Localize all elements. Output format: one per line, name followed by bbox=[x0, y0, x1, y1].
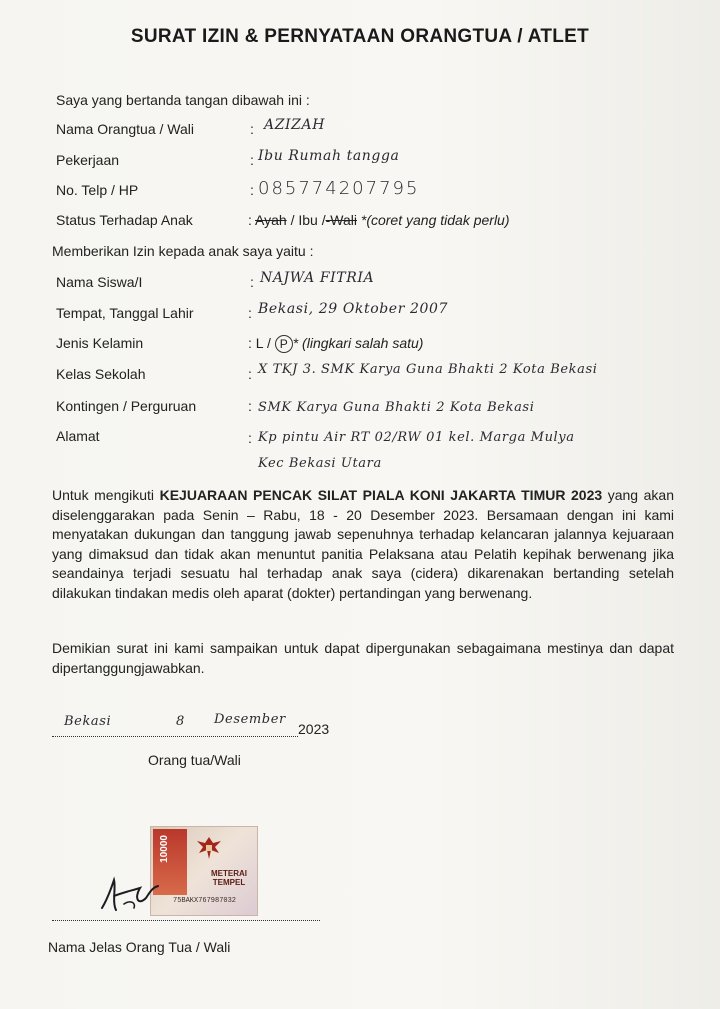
parent-status-label: Status Terhadap Anak bbox=[56, 212, 193, 228]
status-wali: -Wali bbox=[325, 212, 357, 228]
event-name: KEJUARAAN PENCAK SILAT PIALA KONI JAKARTA TIMUR 2023 bbox=[159, 487, 603, 503]
colon: : bbox=[248, 305, 252, 321]
colon: : bbox=[250, 152, 254, 168]
body-paragraph-2: Demikian surat ini kami sampaikan untuk dapat dipergunakan sebagaimana mestinya dan dapat dipertanggungjawabkan. bbox=[52, 640, 674, 676]
student-class-value: X TKJ 3. SMK Karya Guna Bhakti 2 Kota Bekasi bbox=[258, 362, 598, 377]
parent-name-value: AZIZAH bbox=[264, 117, 326, 133]
stamp-code: 75BAKX767987032 bbox=[173, 897, 237, 905]
student-address-label: Alamat bbox=[56, 428, 100, 444]
section2-text: Memberikan Izin kepada anak saya yaitu : bbox=[52, 243, 314, 259]
gender-note: * (lingkari salah satu) bbox=[292, 335, 424, 351]
colon: : bbox=[250, 274, 254, 290]
student-gender-value: : L / P * (lingkari salah satu) bbox=[248, 335, 424, 351]
parent-name-label: Nama Orangtua / Wali bbox=[56, 121, 194, 137]
status-ayah: Ayah bbox=[255, 212, 287, 228]
status-ibu: / Ibu / bbox=[286, 212, 326, 228]
document-title: SURAT IZIN & PERNYATAAN ORANGTUA / ATLET bbox=[130, 26, 590, 47]
student-address-line1: Kp pintu Air RT 02/RW 01 kel. Marga Mulya bbox=[258, 430, 575, 445]
status-note: *(coret yang tidak perlu) bbox=[356, 212, 510, 228]
stamp-text-1: METERAI bbox=[211, 869, 247, 878]
colon: : bbox=[248, 366, 252, 382]
body-paragraph-1 bbox=[52, 486, 674, 603]
student-class-label: Kelas Sekolah bbox=[56, 366, 146, 382]
p1-start: Untuk mengikuti bbox=[52, 487, 160, 503]
colon: : bbox=[250, 121, 254, 137]
stamp-value: 10000 bbox=[159, 835, 170, 863]
parent-status-value: : Ayah / Ibu /-Wali *(coret yang tidak perlu) bbox=[248, 212, 510, 228]
footer-label: Nama Jelas Orang Tua / Wali bbox=[48, 939, 231, 955]
signatory-role: Orang tua/Wali bbox=[148, 752, 241, 768]
parent-job-value: Ibu Rumah tangga bbox=[258, 148, 400, 164]
student-name-label: Nama Siswa/I bbox=[56, 274, 143, 290]
student-contingent-label: Kontingen / Perguruan bbox=[56, 398, 197, 414]
parent-job-label: Pekerjaan bbox=[56, 152, 120, 168]
student-birth-value: Bekasi, 29 Oktober 2007 bbox=[258, 301, 449, 317]
date-year: 2023 bbox=[298, 721, 330, 737]
student-name-value: NAJWA FITRIA bbox=[260, 270, 375, 286]
colon: : bbox=[248, 430, 252, 446]
student-gender-label: Jenis Kelamin bbox=[56, 335, 144, 351]
parent-phone-label: No. Telp / HP bbox=[56, 182, 139, 198]
p1-rest: yang akan diselenggarakan pada Senin – Rabu, 18 - 20 Desember 2023. Bersamaan dengan ini kami menyatakan dukungan dan tanggung jawab sepenuhnya terhadap kelancaran jalannya kejuaraan yang dimaksud dan tidak akan menuntut panitia Pelaksana atau Pelatih kepihak berwenang jika seandainya terjadi sesuatu hal terhadap anak saya (cidera) dikarenakan bertanding setelah dilakukan tindakan medis oleh aparat (dokter) pertandingan yang berwenang. bbox=[52, 487, 674, 601]
student-contingent-value: SMK Karya Guna Bhakti 2 Kota Bekasi bbox=[258, 400, 535, 415]
date-day: 8 bbox=[176, 714, 185, 729]
handwritten-signature bbox=[94, 858, 194, 918]
date-place: Bekasi bbox=[64, 714, 112, 729]
stamp-text-2: TEMPEL bbox=[212, 878, 246, 887]
gender-circled: P bbox=[275, 335, 293, 353]
stamp-label bbox=[203, 869, 255, 887]
student-address-line2: Kec Bekasi Utara bbox=[258, 456, 382, 471]
date-dotted-line bbox=[52, 736, 298, 737]
intro-text: Saya yang bertanda tangan dibawah ini : bbox=[56, 92, 310, 108]
date-month: Desember bbox=[214, 712, 286, 727]
colon: : bbox=[248, 398, 252, 414]
colon: : bbox=[250, 182, 254, 198]
student-birth-label: Tempat, Tanggal Lahir bbox=[56, 305, 194, 321]
parent-phone-value: 085774207795 bbox=[258, 178, 420, 199]
gender-options: L / bbox=[255, 335, 271, 351]
garuda-emblem-icon bbox=[195, 835, 223, 861]
name-dotted-line bbox=[52, 920, 320, 921]
